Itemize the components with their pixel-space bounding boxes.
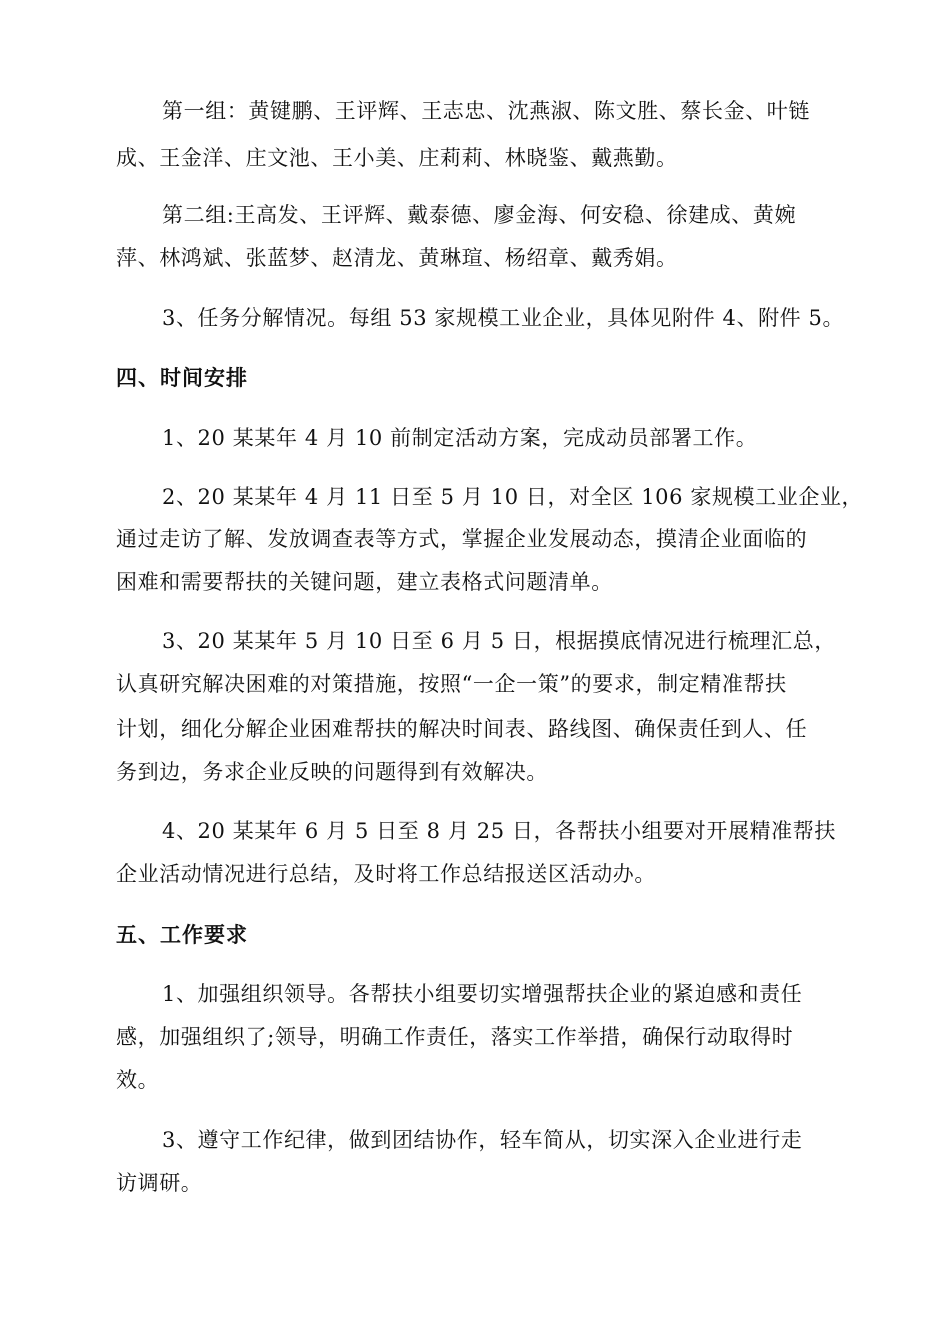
- schedule-2-line-2: 通过走访了解、发放调查表等方式，掌握企业发展动态，摸清企业面临的: [116, 527, 808, 551]
- schedule-3-line-1: 3、20 某某年 5 月 10 日至 6 月 5 日，根据摸底情况进行梳理汇总，: [162, 629, 836, 653]
- group1-line-1: 第一组：黄键鹏、王评辉、王志忠、沈燕淑、陈文胜、蔡长金、叶链: [162, 99, 810, 123]
- schedule-4-line-1: 4、20 某某年 6 月 5 日至 8 月 25 日，各帮扶小组要对开展精准帮扶: [162, 819, 836, 843]
- schedule-1-paragraph: 1、20 某某年 4 月 10 前制定活动方案，完成动员部署工作。: [162, 426, 758, 450]
- group2-line-2: 萍、林鸿斌、张蓝梦、赵清龙、黄琳瑄、杨绍章、戴秀娟。: [116, 246, 678, 270]
- schedule-3-line-4: 务到边，务求企业反映的问题得到有效解决。: [116, 760, 548, 784]
- requirement-1-line-2: 感，加强组织了;领导，明确工作责任，落实工作举措，确保行动取得时: [116, 1025, 794, 1049]
- requirement-3-line-1: 3、遵守工作纪律，做到团结协作，轻车简从，切实深入企业进行走: [162, 1128, 803, 1152]
- schedule-2-line-1: 2、20 某某年 4 月 11 日至 5 月 10 日，对全区 106 家规模工业企业，: [162, 485, 864, 509]
- schedule-2-line-3: 困难和需要帮扶的关键问题，建立表格式问题清单。: [116, 570, 613, 594]
- group1-line-2: 成、王金洋、庄文池、王小美、庄莉莉、林晓鉴、戴燕勤。: [116, 146, 678, 170]
- schedule-3-line-3: 计划，细化分解企业困难帮扶的解决时间表、路线图、确保责任到人、任: [116, 717, 808, 741]
- section-4-heading: 四、时间安排: [116, 366, 248, 390]
- schedule-4-line-2: 企业活动情况进行总结，及时将工作总结报送区活动办。: [116, 862, 656, 886]
- requirement-3-line-2: 访调研。: [116, 1171, 203, 1195]
- group2-line-1: 第二组:王高发、王评辉、戴泰德、廖金海、何安稳、徐建成、黄婉: [162, 203, 797, 227]
- section-5-heading: 五、工作要求: [116, 923, 248, 947]
- task-breakdown-paragraph: 3、任务分解情况。每组 53 家规模工业企业，具体见附件 4、附件 5。: [162, 306, 845, 330]
- schedule-3-line-2: 认真研究解决困难的对策措施，按照“一企一策”的要求，制定精准帮扶: [116, 672, 787, 696]
- requirement-1-line-3: 效。: [116, 1068, 160, 1092]
- requirement-1-line-1: 1、加强组织领导。各帮扶小组要切实增强帮扶企业的紧迫感和责任: [162, 982, 803, 1006]
